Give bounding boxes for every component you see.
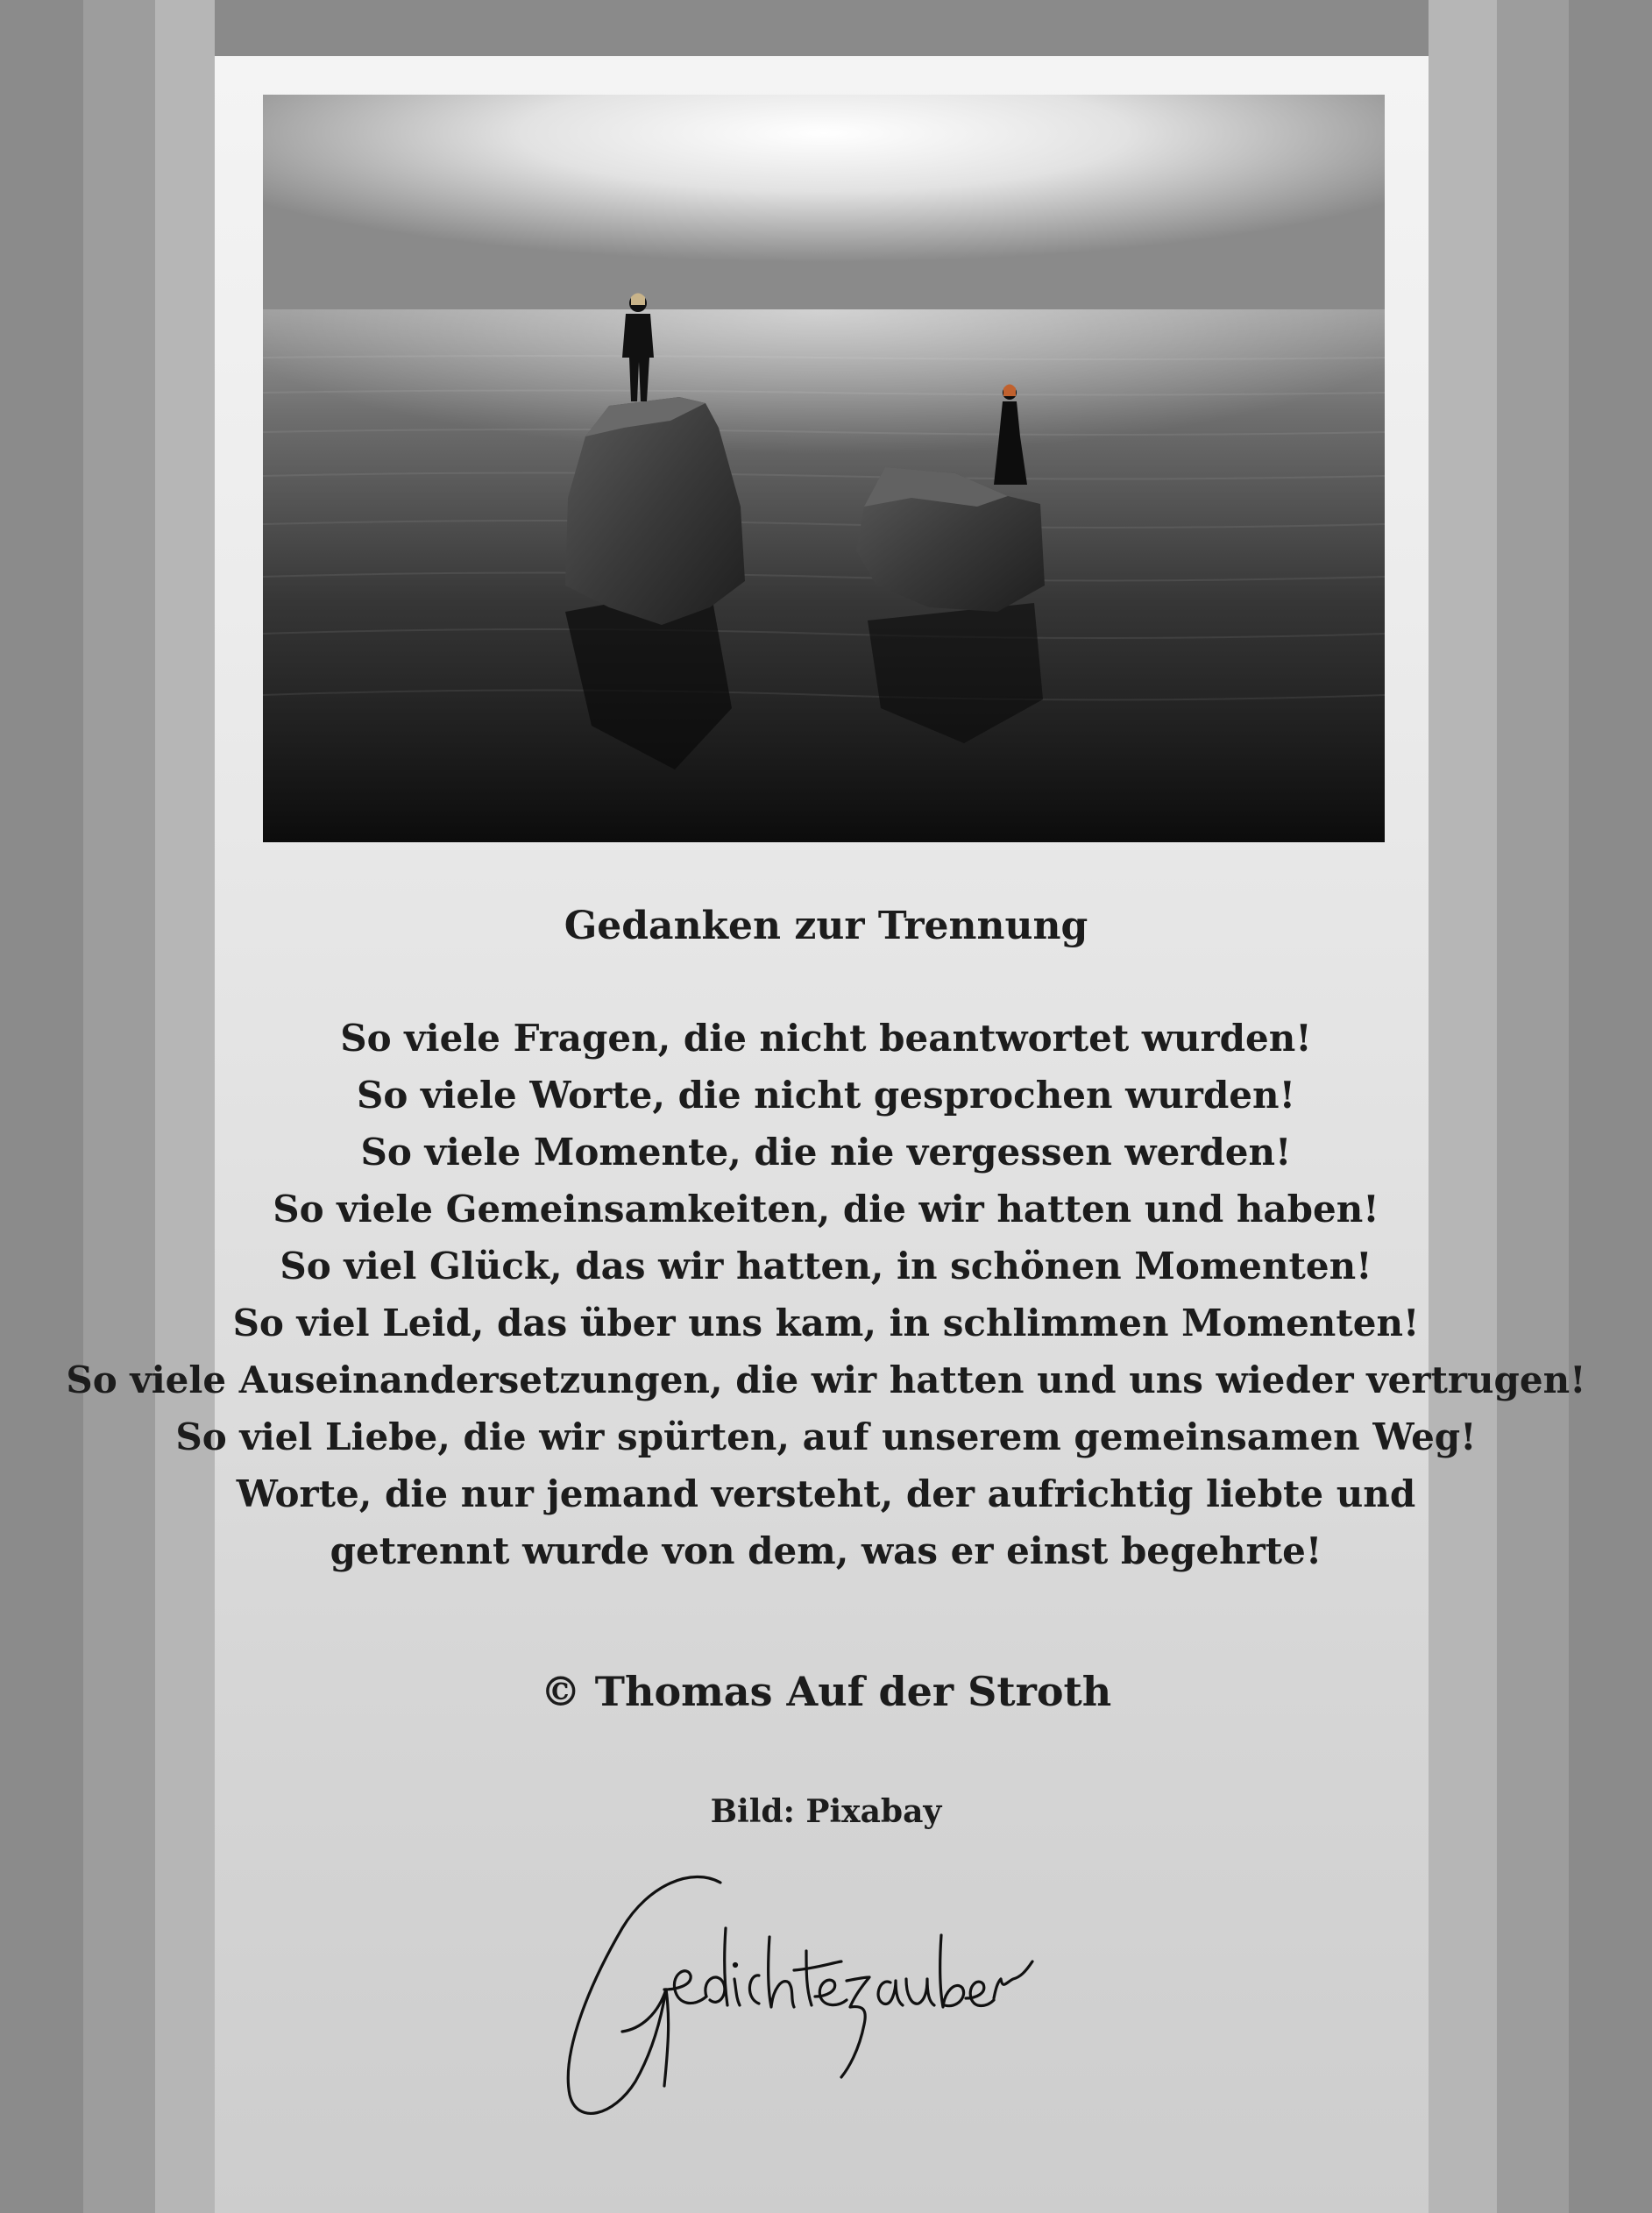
poem-line: So viele Fragen, die nicht beantwortet wurden! [340,1017,1312,1060]
poem-title: Gedanken zur Trennung [564,904,1088,948]
poem-line: So viel Glück, das wir hatten, in schönen Momenten! [280,1245,1372,1287]
copyright-notice: © Thomas Auf der Stroth [540,1668,1112,1715]
lake-rocks-photo [263,95,1385,842]
poem-line: So viele Auseinandersetzungen, die wir hatten und uns wieder vertrugen! [66,1358,1586,1401]
poem-lines [35,1010,1617,1579]
poem-line: So viele Worte, die nicht gesprochen wurden! [357,1074,1295,1117]
poem-line: So viele Momente, die nie vergessen werden! [360,1131,1292,1174]
poem-line: getrennt wurde von dem, was er einst begehrte! [330,1529,1322,1572]
poem-line: So viel Leid, das über uns kam, in schlimmen Momenten! [232,1302,1420,1344]
poem-line: So viel Liebe, die wir spürten, auf unserem gemeinsamen Weg! [175,1415,1477,1458]
gedichtezauber-signature-logo [552,1867,1060,2130]
poem-line: So viele Gemeinsamkeiten, die wir hatten und haben! [273,1188,1379,1231]
poem-line: Worte, die nur jemand versteht, der aufrichtig liebte und [236,1472,1416,1515]
poem [35,903,1617,1579]
image-credit: Bild: Pixabay [710,1793,942,1830]
